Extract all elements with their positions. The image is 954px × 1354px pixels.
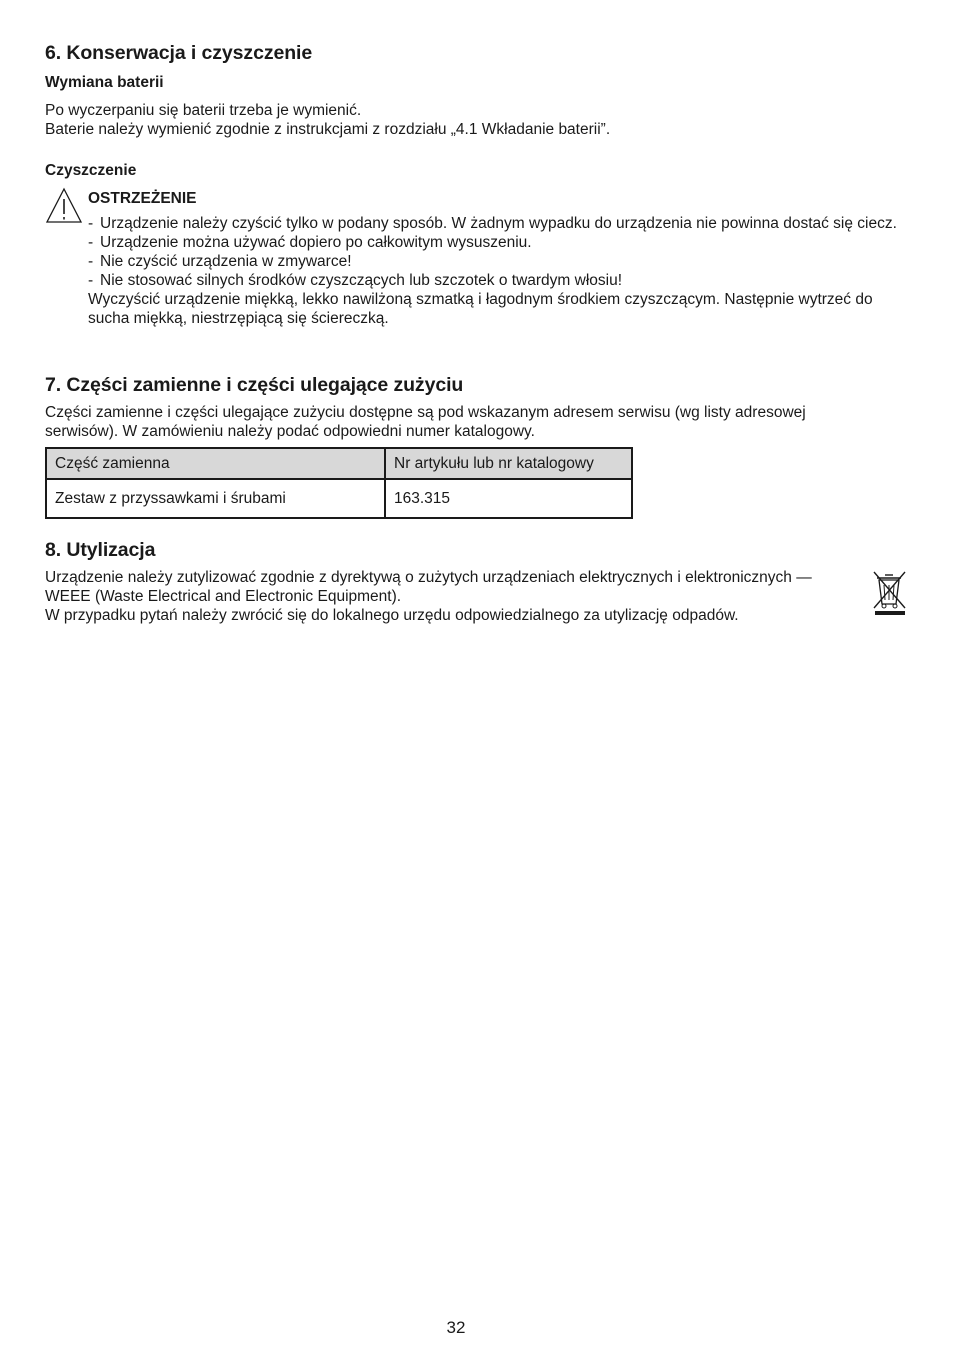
- table-header-part: Część zamienna: [46, 448, 385, 479]
- section-8-title: 8. Utylizacja: [45, 539, 156, 561]
- spare-parts-text: Części zamienne i części ulegające zużyciu dostępne są pod wskazanym adresem serwisu (wg listy adresowej serwisów). W zamówieniu należy podać odpowiedni numer katalogowy.: [45, 404, 806, 440]
- table-cell-number: 163.315: [385, 479, 632, 518]
- battery-heading: Wymiana baterii: [45, 74, 164, 91]
- warning-item: - Nie stosować silnych środków czyszczących lub szczotek o twardym włosiu!: [88, 271, 910, 290]
- warning-list: [88, 214, 910, 290]
- disposal-line-2: WEEE (Waste Electrical and Electronic Equipment).: [45, 588, 402, 605]
- warning-item: - Urządzenie należy czyścić tylko w podany sposób. W żadnym wypadku do urządzenia nie powinna dostać się ciecz.: [88, 214, 910, 233]
- table-header-number: Nr artykułu lub nr katalogowy: [385, 448, 632, 479]
- cleaning-note: Wyczyścić urządzenie miękką, lekko nawilżoną szmatką i łagodnym środkiem czyszczącym. Następnie wytrzeć do sucha miękką, niestrzępiącą się ściereczką.: [88, 291, 873, 327]
- battery-line-1: Po wyczerpaniu się baterii trzeba je wymienić.: [45, 102, 362, 119]
- spare-parts-table: [45, 447, 633, 519]
- table-header-row: [46, 448, 632, 479]
- warning-block: [88, 189, 910, 328]
- warning-triangle-icon: [45, 187, 83, 225]
- table-row: [46, 479, 632, 518]
- table-cell-part: Zestaw z przyssawkami i śrubami: [46, 479, 385, 518]
- page-number: 32: [446, 1318, 466, 1337]
- warning-item: - Nie czyścić urządzenia w zmywarce!: [88, 252, 910, 271]
- disposal-line-3: W przypadku pytań należy zwrócić się do lokalnego urzędu odpowiedzialnego za utylizację odpadów.: [45, 607, 739, 624]
- warning-item: - Urządzenie można używać dopiero po całkowitym wysuszeniu.: [88, 233, 910, 252]
- battery-line-2: Baterie należy wymienić zgodnie z instrukcjami z rozdziału „4.1 Wkładanie baterii”.: [45, 121, 611, 138]
- warning-title: OSTRZEŻENIE: [88, 190, 197, 207]
- crossed-bin-icon: [871, 568, 909, 616]
- section-7-title: 7. Części zamienne i części ulegające zużyciu: [45, 374, 464, 396]
- cleaning-heading: Czyszczenie: [45, 162, 137, 179]
- disposal-line-1: Urządzenie należy zutylizować zgodnie z dyrektywą o zużytych urządzeniach elektrycznych i elektronicznych —: [45, 569, 812, 586]
- section-6-title: 6. Konserwacja i czyszczenie: [45, 42, 313, 64]
